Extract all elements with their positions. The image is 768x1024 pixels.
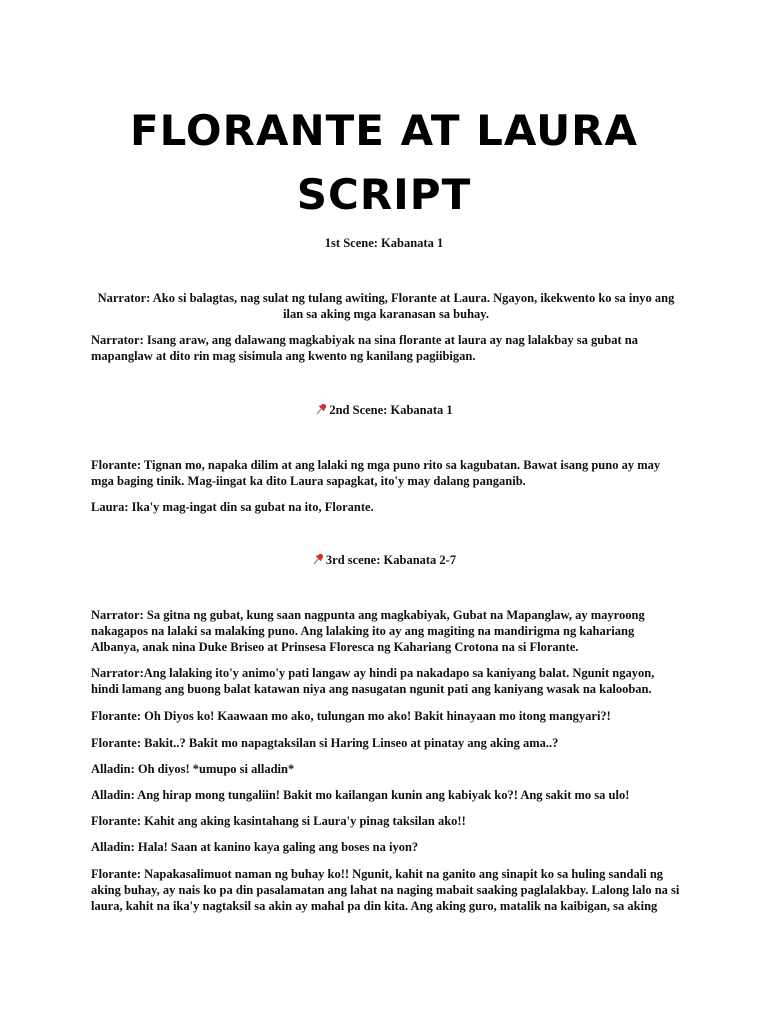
scene-1-heading (0, 236, 768, 251)
scene-1-heading-text: 1st Scene: Kabanata 1 (324, 236, 444, 250)
scene-3-line-8: Alladin: Hala! Saan at kanino kaya galing ang boses na iyon? (91, 840, 419, 854)
scene-3-line-1: Narrator: Sa gitna ng gubat, kung saan nagpunta ang magkabiyak, Gubat na Mapanglaw, ay mayroong nakagapos na lalaki sa malaking puno. Ang lalaking ito ay ang magiting na mandirigma ng kahariang Albanya, anak nina Duke Briseo at Prinsesa Floresca ng Kahariang Crotona na si Florante. (91, 608, 645, 654)
document-title-line-1: FLORANTE AT LAURA (129, 106, 639, 155)
document-title-line-2: SCRIPT (296, 170, 472, 219)
scene-3-line-9: Florante: Napakasalimuot naman ng buhay ko!! Ngunit, kahit na ganito ang sinapit ko sa huling sandali ng aking buhay, ay nais ko pa din pasalamatan ang lahat na naging mabait saaking paglalakbay. Lalong lalo na si laura, kahit na ika'y nagtaksil sa akin ay mahal pa din kita. Ang aking guro, matalik na kaibigan, sa aking (91, 867, 680, 913)
scene-1-line-2: Narrator: Isang araw, ang dalawang magkabiyak na sina florante at laura ay nag lalakbay sa gubat na mapanglaw at dito rin mag sisimula ang kwento ng kanilang pagiibigan. (91, 333, 638, 363)
scene-3-line-5: Alladin: Oh diyos! *umupo si alladin* (91, 762, 295, 776)
scene-3-line-3: Florante: Oh Diyos ko! Kaawaan mo ako, tulungan mo ako! Bakit hinayaan mo itong mangyari?! (91, 709, 611, 723)
scene-2-line-2: Laura: Ika'y mag-ingat din sa gubat na ito, Florante. (91, 500, 374, 514)
scene-3-line-4: Florante: Bakit..? Bakit mo napagtaksilan si Haring Linseo at pinatay ang aking ama..? (91, 736, 559, 750)
pushpin-icon (312, 553, 324, 565)
scene-3-line-2: Narrator:Ang lalaking ito'y animo'y pati langaw ay hindi pa nakadapo sa kaniyang balat. Ngunit ngayon, hindi lamang ang buong balat katawan niya ang nasugatan ngunit pati ang kaniyang wasak na kalooban. (91, 666, 655, 696)
scene-2-line-1: Florante: Tignan mo, napaka dilim at ang lalaki ng mga puno rito sa kagubatan. Bawat isang puno ay may mga baging tinik. Mag-iingat ka dito Laura sapagkat, ito'y may dalang panganib. (91, 458, 661, 488)
scene-3-heading-text: 3rd scene: Kabanata 2-7 (325, 553, 457, 567)
scene-3-line-6: Alladin: Ang hirap mong tungaliin! Bakit mo kailangan kunin ang kabiyak ko?! Ang sakit mo sa ulo! (91, 788, 630, 802)
scene-1-line-1: Narrator: Ako si balagtas, nag sulat ng tulang awiting, Florante at Laura. Ngayon, ikekwento ko sa inyo ang ilan sa aking mga karanasan sa buhay. (97, 291, 675, 321)
scene-3-heading (0, 553, 768, 568)
pushpin-icon (315, 403, 327, 415)
scene-2-heading-text: 2nd Scene: Kabanata 1 (329, 403, 453, 417)
scene-3-line-7: Florante: Kahit ang aking kasintahang si Laura'y pinag taksilan ako!! (91, 814, 466, 828)
scene-2-heading (0, 403, 768, 418)
